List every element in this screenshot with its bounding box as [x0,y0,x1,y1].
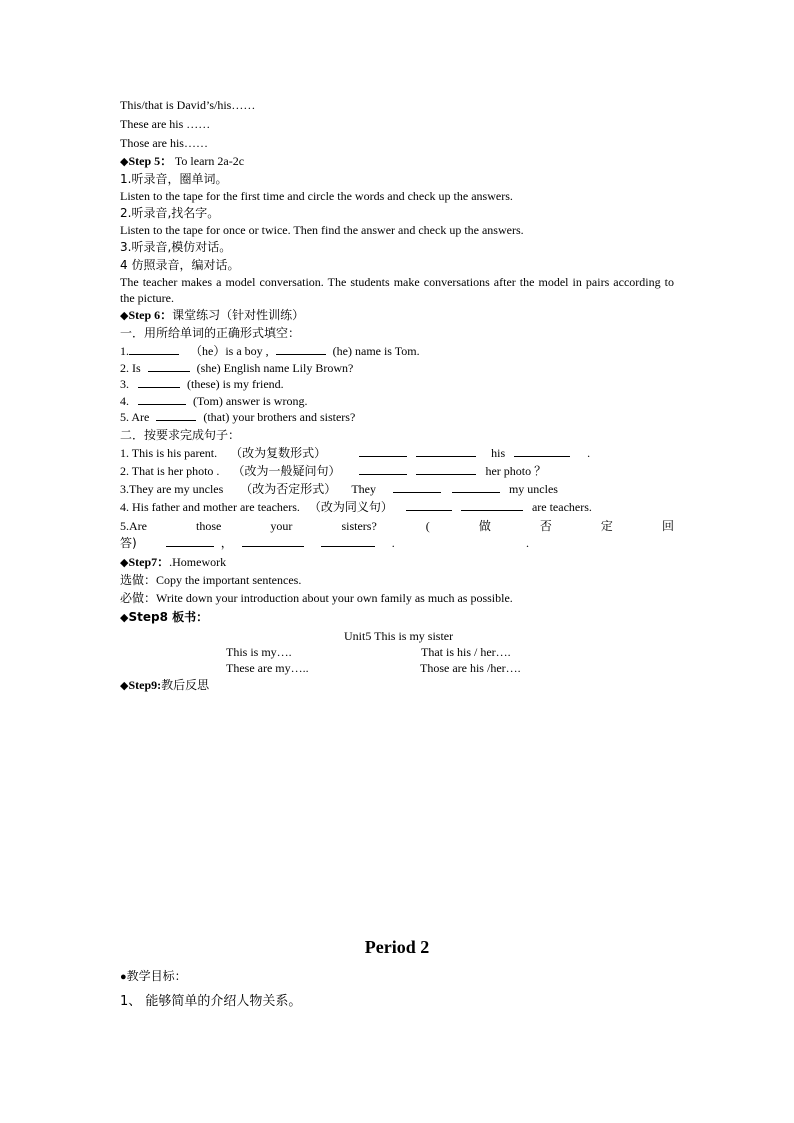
question-line: 答) ， . . [120,536,529,550]
period-title: Period 2 [364,937,430,957]
answer-blank [156,409,196,421]
board-title: Unit5 This is my sister [344,629,454,643]
diamond-bullet-icon: ◆ [120,679,129,692]
text-line: Listen to the tape for the first time and circle the words and check up the answers. [120,189,513,203]
bullet-icon: ● [120,971,127,983]
question-line: 1. This is his parent. （改为复数形式） his . [120,446,591,460]
text-line: This/that is David’s/his…… [120,98,256,112]
step7-heading: ◆Step7：.Homework [120,555,227,569]
answer-blank [242,535,304,547]
answer-blank [406,499,452,511]
diamond-bullet-icon: ◆ [120,155,129,168]
diamond-bullet-icon: ◆ [120,556,129,569]
answer-blank [129,343,179,355]
answer-blank [276,343,326,355]
board-text: These are my….. [226,661,309,675]
answer-blank [393,481,441,493]
diamond-bullet-icon: ◆ [120,611,129,624]
answer-blank [166,535,214,547]
question-line: 1. （he）is a boy , (he) name is Tom. [120,344,420,358]
question-line: 3.They are my uncles （改为否定形式） They my uncles [120,482,558,496]
question-line: 2. That is her photo . （改为一般疑问句） her photo ？ [120,464,547,478]
text-line: These are his …… [120,117,211,131]
answer-blank [321,535,375,547]
text-line: 4 仿照录音，编对话。 [120,258,240,272]
answer-blank [514,445,570,457]
question-line: 2. Is (she) English name Lily Brown? [120,361,354,375]
answer-blank [452,481,500,493]
question-line: 5.Are those your sisters? ( 做 否 定 回 [120,519,674,533]
answer-blank [461,499,523,511]
text-line: Listen to the tape for once or twice. Then find the answer and check up the answers. [120,223,524,237]
text-line: 1、 能够简单的介绍人物关系。 [120,994,302,1009]
answer-blank [359,463,407,475]
step8-heading: ◆Step8 板书： [120,610,209,624]
text-line: 选做：Copy the important sentences. [120,573,302,587]
answer-blank [416,463,476,475]
paragraph: The teacher makes a model conversation. The students make conversations after the model in pairs according to the picture. [120,275,674,305]
text-line: 1.听录音，圈单词。 [120,172,228,186]
question-line: 3. (these) is my friend. [120,377,284,391]
section-heading: 二．按要求完成句子： [120,428,241,442]
step5-heading: ◆Step 5： To learn 2a-2c [120,154,245,168]
section-heading: 一．用所给单词的正确形式填空： [120,326,301,340]
question-line: 5. Are (that) your brothers and sisters? [120,410,356,424]
board-text: This is my…. [226,645,292,659]
question-line: 4. His father and mother are teachers. （改为同义句） are teachers. [120,500,592,514]
answer-blank [359,445,407,457]
board-text: Those are his /her…. [420,661,521,675]
text-line: Those are his…… [120,136,208,150]
goal-heading: ●教学目标： [120,969,187,983]
board-text: That is his / her…. [421,645,511,659]
question-line: 4. (Tom) answer is wrong. [120,394,308,408]
text-line: 2.听录音,找名字。 [120,206,220,220]
answer-blank [138,393,186,405]
text-line: 3.听录音,模仿对话。 [120,240,232,254]
answer-blank [138,376,180,388]
answer-blank [148,360,190,372]
text-line: 必做：Write down your introduction about your own family as much as possible. [120,591,513,605]
answer-blank [416,445,476,457]
step6-heading: ◆Step 6：课堂练习（针对性训练） [120,308,305,322]
step9-heading: ◆Step9:教后反思 [120,678,210,692]
diamond-bullet-icon: ◆ [120,309,129,322]
